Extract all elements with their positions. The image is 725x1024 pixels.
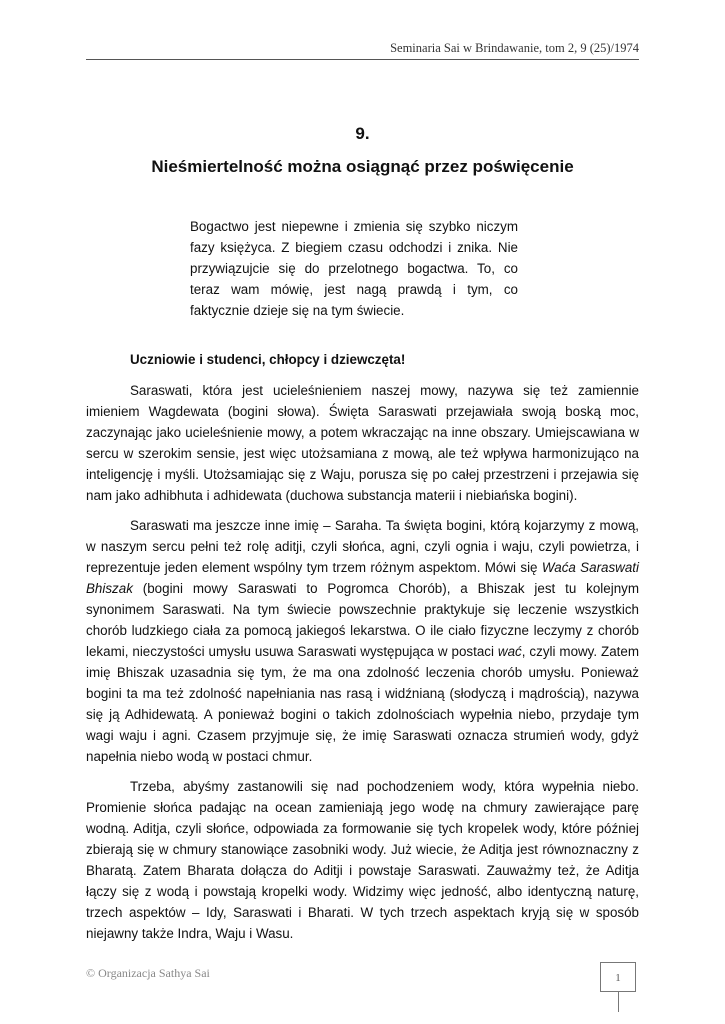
paragraph-1: Saraswati, która jest ucieleśnieniem naszej mowy, nazywa się też zamiennie imieniem Wagdewata (bogini słowa). Święta Saraswati przejawiała swoją boską moc, zaczynając jako ucieleśnienie mowy, a potem wkraczając na inne obszary. Umiejscawiana w sercu w szerokim sensie, jest więc utożsamiana z mową, ale też wpływa harmonizująco na inteligencję i myśli. Utożsamiając się z Waju, porusza się po całej przestrzeni i przejawia się nam jako adhibhuta i adhidewata (duchowa substancja materii i niebiańska bogini).	[86, 383, 639, 503]
paragraph-2-italic-2: wać	[497, 644, 522, 659]
header-rule	[86, 59, 639, 60]
paragraph-2-text-a: Saraswati ma jeszcze inne imię – Saraha. Ta święta bogini, którą kojarzymy z mową, w naszym sercu pełni też rolę aditji, czyli słońca, agni, czyli ognia i waju, czyli powietrza, i reprezentuje jeden element wspólny tym trzem różnym aspektom. Mówi się	[86, 518, 639, 575]
paragraph-3: Trzeba, abyśmy zastanowili się nad pochodzeniem wody, która wypełnia niebo. Promienie słońca padając na ocean zamieniają jego wodę na chmury zawierające parę wodną. Aditja, czyli słońce, odpowiada za formowanie się tych kropelek wody, które później zbierają się w chmury stanowiące zasobniki wody. Już wiecie, że Aditja jest równoznaczny z Bharatą. Zatem Bharata dołącza do Aditji i powstaje Saraswati. Zauważmy też, że Aditja łączy się z wodą i powstają kropelki wody. Widzimy więc jedność, albo identyczną naturę, trzech aspektów – Idy, Saraswati i Bharati. W tych trzech aspektach kryją się w sposób niejawny także Indra, Waju i Wasu.	[86, 779, 639, 941]
page-number-tick	[618, 992, 619, 1012]
paragraph-2-text-c: , czyli mowy. Zatem imię Bhiszak uzasadnia się tym, że ma ona zdolność leczenia chorób umysłu. Ponieważ bogini ta ma też zdolność napełniania nas rasą i widźnianą (słodyczą i mądrością), nazywa się ją Adhidewatą. A ponieważ bogini o takich zdolnościach wypełnia niebo, przydaje tym wagi waju i agni. Czasem przyjmuje się, że imię Saraswati oznacza strumień wody, gdyż napełnia niebo wodą w postaci chmur.	[86, 644, 640, 764]
paragraph-2-italic-1: Waća Saraswati Bhiszak	[86, 560, 639, 596]
chapter-title: Nieśmiertelność można osiągnąć przez poświęcenie	[151, 157, 574, 176]
chapter-number: 9.	[355, 124, 370, 143]
epigraph: Bogactwo jest niepewne i zmienia się szybko niczym fazy księżyca. Z biegiem czasu odchodzi i znika. Nie przywiązujcie się do przelotnego bogactwa. To, co teraz wam mówię, jest nagą prawdą i tym, co faktycznie dzieje się na tym świecie.	[190, 219, 518, 318]
page-number-box	[600, 962, 636, 992]
greeting: Uczniowie i studenci, chłopcy i dziewczęta!	[130, 352, 406, 367]
footer-copyright: © Organizacja Sathya Sai	[86, 966, 210, 980]
paragraph-2-text-b: (bogini mowy Saraswati to Pogromca Chorób), a Bhiszak jest tu kolejnym synonimem Saraswati. Na tym świecie powszechnie praktykuje się leczenie wszystkich chorób ludzkiego ciała za pomocą jakiegoś lekarstwa. O ile ciało fizyczne leczymy z chorób lekami, nieczystości umysłu usuwa Saraswati występująca w postaci	[86, 581, 639, 659]
running-header: Seminaria Sai w Brindawanie, tom 2, 9 (25)/1974	[390, 41, 639, 55]
body-text	[86, 380, 639, 953]
page-number: 1	[615, 972, 621, 984]
paragraph-2	[86, 515, 639, 767]
